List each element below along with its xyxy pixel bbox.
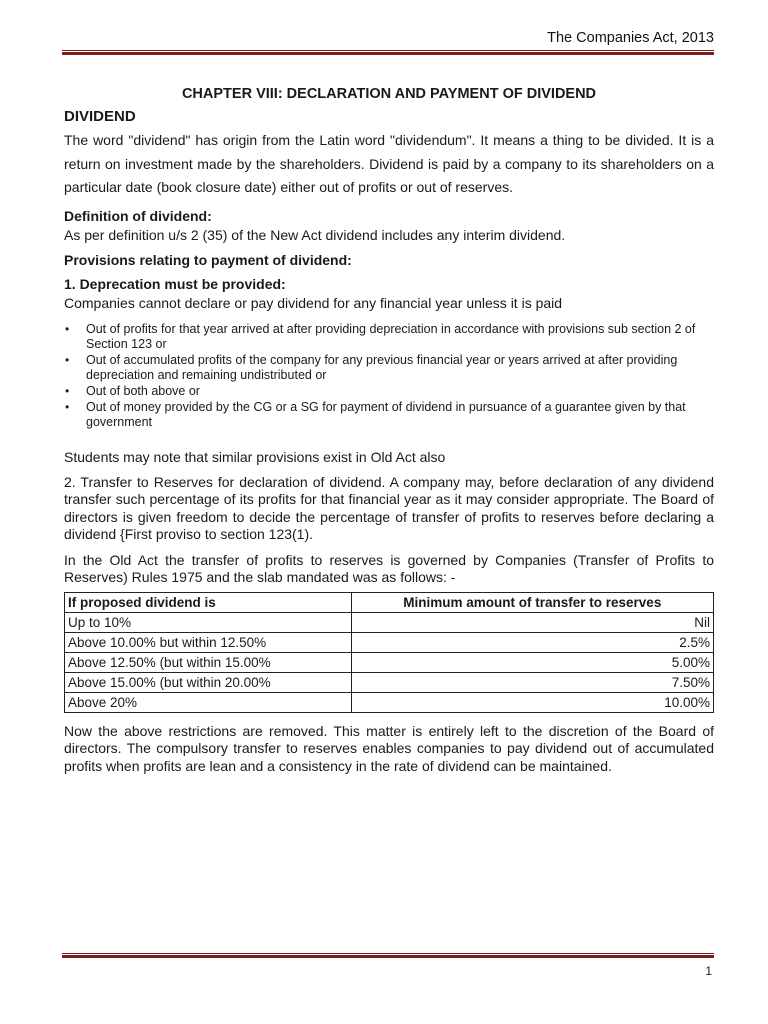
- table-cell: 10.00%: [351, 692, 713, 712]
- dividend-heading: DIVIDEND: [64, 108, 136, 125]
- bullet-icon: •: [65, 352, 70, 367]
- table-cell: 7.50%: [351, 672, 713, 692]
- table-cell: 2.5%: [351, 632, 713, 652]
- table-row: [65, 692, 714, 712]
- table-cell: Above 20%: [65, 692, 352, 712]
- table-cell: Above 12.50% (but within 15.00%: [65, 652, 352, 672]
- depreciation-heading: 1. Deprecation must be provided:: [64, 275, 286, 292]
- list-item: • Out of both above or: [65, 383, 200, 398]
- running-header-title: The Companies Act, 2013: [547, 30, 714, 46]
- depreciation-bullet-list: [64, 322, 714, 430]
- intro-paragraph: The word "dividend" has origin from the Latin word "dividendum". It means a thing to be divided. It is a return on investment made by the shareholders. Dividend is paid by a company to its shareholders on a particular date (book closure date) either out of profits or out of reserves.: [64, 132, 714, 195]
- table-cell: Above 15.00% (but within 20.00%: [65, 672, 352, 692]
- old-act-paragraph: In the Old Act the transfer of profits to reserves is governed by Companies (Transfer of Profits to Reserves) Rules 1975 and the slab mandated was as follows: -: [64, 551, 714, 585]
- footer-rule: [62, 953, 714, 958]
- chapter-title: CHAPTER VIII: DECLARATION AND PAYMENT OF DIVIDEND: [181, 86, 597, 102]
- reserve-slab-table: [64, 592, 714, 713]
- table-header-cell: Minimum amount of transfer to reserves: [351, 592, 713, 612]
- table-row: [65, 612, 714, 632]
- table-cell: Nil: [351, 612, 713, 632]
- definition-heading: Definition of dividend:: [64, 207, 212, 224]
- bullet-icon: •: [65, 399, 70, 414]
- table-header-row: [65, 592, 714, 612]
- closing-paragraph: Now the above restrictions are removed. This matter is entirely left to the discretion of the Board of directors. The compulsory transfer to reserves enables companies to pay dividend out of accumulated profits when profits are lean and a consistency in the rate of dividend can be maintained.: [64, 722, 714, 774]
- list-item: • Out of accumulated profits of the company for any previous financial year or years arrived at after providing depreciation and remaining undistributed or: [65, 352, 678, 382]
- depreciation-text: Companies cannot declare or pay dividend for any financial year unless it is paid: [64, 294, 563, 311]
- table-row: [65, 652, 714, 672]
- table-cell: Up to 10%: [65, 612, 352, 632]
- page-number: 1: [705, 964, 712, 978]
- list-item: • Out of money provided by the CG or a SG for payment of dividend in pursuance of a guarantee given by that government: [65, 399, 686, 429]
- header-rule: [62, 50, 714, 55]
- table-row: [65, 672, 714, 692]
- table-row: [65, 632, 714, 652]
- bullet-icon: •: [65, 383, 70, 398]
- provisions-heading: Provisions relating to payment of dividend:: [64, 251, 352, 268]
- transfer-paragraph: 2. Transfer to Reserves for declaration of dividend. A company may, before declaration of any dividend transfer such percentage of its profits for that financial year as it may consider appropriate. The Board of directors is given freedom to decide the percentage of transfer of profits to reserves before declaring a dividend {First proviso to section 123(1).: [64, 473, 714, 542]
- definition-text: As per definition u/s 2 (35) of the New Act dividend includes any interim dividend.: [64, 226, 566, 243]
- table-header-cell: If proposed dividend is: [65, 592, 352, 612]
- page-content: [64, 86, 714, 780]
- students-note: Students may note that similar provisions exist in Old Act also: [64, 448, 446, 465]
- bullet-icon: •: [65, 321, 70, 336]
- list-item: • Out of profits for that year arrived at after providing depreciation in accordance with provisions sub section 2 of Section 123 or: [65, 321, 696, 351]
- table-cell: 5.00%: [351, 652, 713, 672]
- table-cell: Above 10.00% but within 12.50%: [65, 632, 352, 652]
